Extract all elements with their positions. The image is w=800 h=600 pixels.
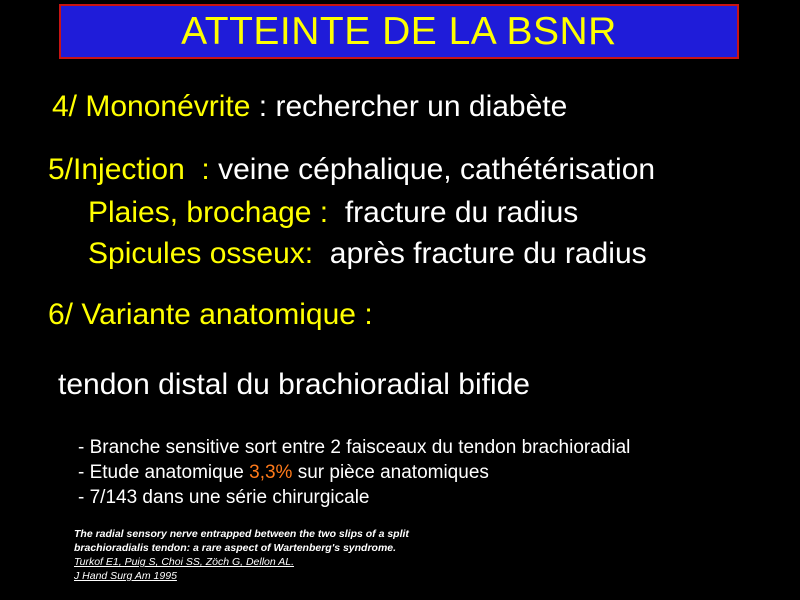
item-5-sub-1-label: Plaies, brochage : [88, 196, 329, 229]
item-5-label: 5/Injection : [48, 153, 210, 186]
reference-title-1: The radial sensory nerve entrapped between the two slips of a split [74, 528, 409, 540]
item-6-label: 6/ Variante anatomique : [48, 298, 373, 331]
bullet-2-post: sur pièce anatomiques [292, 462, 489, 483]
bullet-2-pre: - Etude anatomique [78, 462, 250, 483]
item-5-sub-2 [88, 237, 647, 271]
title-box [59, 4, 739, 59]
variant-text: tendon distal du brachioradial bifide [58, 368, 530, 401]
reference-journal: J Hand Surg Am 1995 [74, 570, 177, 582]
item-5-sub-2-text: après fracture du radius [313, 237, 647, 270]
bullet-2-percent: 3,3% [249, 462, 293, 483]
item-4-text: : rechercher un diabète [250, 90, 568, 123]
bullet-3: - 7/143 dans une série chirurgicale [78, 487, 370, 508]
item-5 [48, 153, 655, 187]
bullet-1: - Branche sensitive sort entre 2 faisceaux du tendon brachioradial [78, 437, 631, 458]
bullet-2 [78, 461, 489, 485]
item-5-sub-1-text: fracture du radius [328, 196, 579, 229]
reference-title-2: brachioradialis tendon: a rare aspect of Wartenberg's syndrome. [74, 542, 397, 554]
item-4-label: 4/ Mononévrite [52, 90, 251, 123]
item-4 [52, 90, 567, 124]
reference-authors: Turkof E1, Puig S, Choi SS, Zöch G, Dellon AL. [74, 556, 295, 568]
item-5-sub-2-label: Spicules osseux: [88, 237, 314, 270]
item-5-text: veine céphalique, cathétérisation [209, 153, 656, 186]
slide-title: ATTEINTE DE LA BSNR [181, 9, 617, 53]
item-5-sub-1 [88, 196, 578, 230]
